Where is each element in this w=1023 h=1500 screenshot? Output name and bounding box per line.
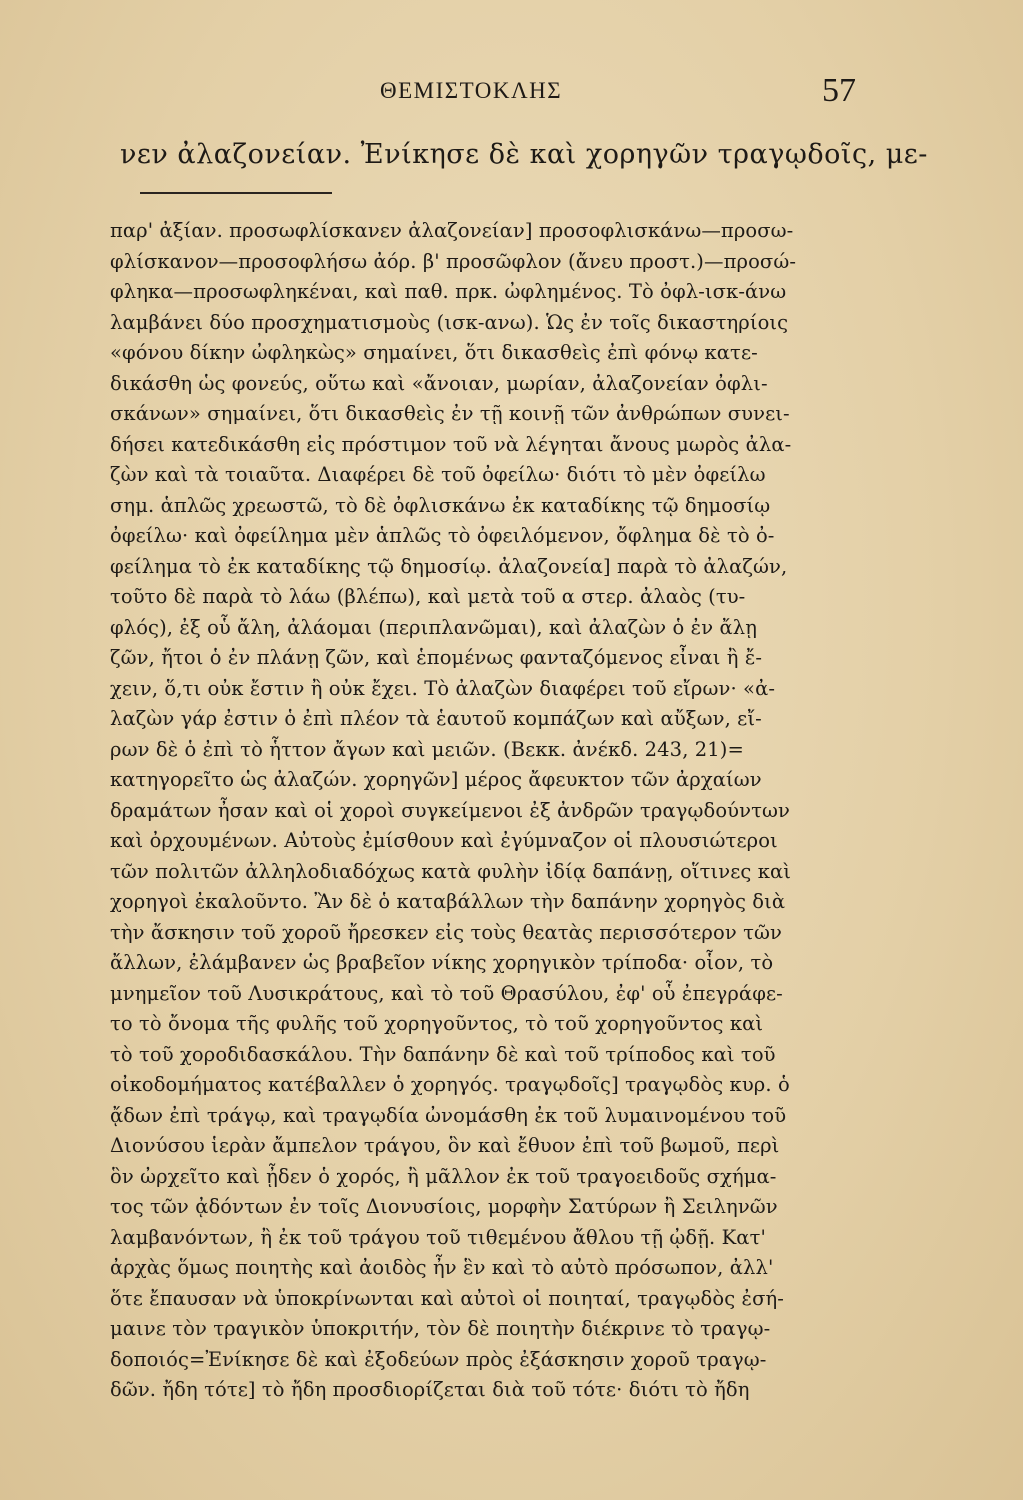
note-line: δήσει κατεδικάσθη εἰς πρόστιμον τοῦ νὰ λέγηται ἄνους μωρὸς ἀλα- bbox=[110, 432, 792, 456]
note-line: μνημεῖον τοῦ Λυσικράτους, καὶ τὸ τοῦ Θρασύλου, ἐφ' οὗ ἐπεγράφε- bbox=[110, 981, 783, 1005]
note-line: ἀρχὰς ὅμως ποιητὴς καὶ ἀοιδὸς ἦν ἓν καὶ τὸ αὐτὸ πρόσωπον, ἀλλ' bbox=[110, 1256, 774, 1279]
note-line: τὴν ἄσκησιν τοῦ χοροῦ ἤρεσκεν εἰς τοὺς θεατὰς περισσότερον τῶν bbox=[110, 920, 782, 944]
note-line: σκάνων» σημαίνει, ὅτι δικασθεὶς ἐν τῇ κοινῇ τῶν ἀνθρώπων συνει- bbox=[110, 402, 790, 425]
running-head bbox=[0, 72, 1023, 118]
note-line: τος τῶν ᾀδόντων ἐν τοῖς Διονυσίοις, μορφὴν Σατύρων ἢ Σειληνῶν bbox=[110, 1195, 778, 1218]
note-line: Διονύσου ἱερὰν ἄμπελον τράγου, ὃν καὶ ἔθυον ἐπὶ τοῦ βωμοῦ, περὶ bbox=[110, 1134, 780, 1157]
footnotes bbox=[110, 216, 858, 1436]
note-line: παρ' ἀξίαν. προσωφλίσκανεν ἀλαζονείαν] προσοφλισκάνω—προσω- bbox=[110, 219, 794, 242]
note-line: λαμβανόντων, ἢ ἐκ τοῦ τράγου τοῦ τιθεμένου ἄθλου τῇ ᾠδῇ. Κατ' bbox=[110, 1225, 766, 1249]
note-line: χορηγοὶ ἐκαλοῦντο. Ἂν δὲ ὁ καταβάλλων τὴν δαπάνην χορηγὸς διὰ bbox=[110, 890, 786, 913]
note-line: λαζὼν γάρ ἐστιν ὁ ἐπὶ πλέον τὰ ἑαυτοῦ κομπάζων καὶ αὔξων, εἴ- bbox=[110, 707, 762, 730]
note-line: ζὼν καὶ τὰ τοιαῦτα. Διαφέρει δὲ τοῦ ὀφείλω· διότι τὸ μὲν ὀφείλω bbox=[110, 463, 766, 486]
main-text-line: νεν ἀλαζονείαν. Ἐνίκησε δὲ καὶ χορηγῶν τραγῳδοῖς, με- bbox=[120, 139, 928, 170]
note-line: δῶν. ἤδη τότε] τὸ ἤδη προσδιορίζεται διὰ τοῦ τότε· διότι τὸ ἤδη bbox=[110, 1378, 750, 1401]
note-line: δραμάτων ἦσαν καὶ οἱ χοροὶ συγκείμενοι ἐξ ἀνδρῶν τραγῳδούντων bbox=[110, 798, 790, 822]
note-line: οἰκοδομήματος κατέβαλλεν ὁ χορηγός. τραγῳδοῖς] τραγῳδὸς κυρ. ὁ bbox=[110, 1073, 790, 1096]
note-line: «φόνου δίκην ὠφληκὼς» σημαίνει, ὅτι δικασθεὶς ἐπὶ φόνῳ κατε- bbox=[110, 341, 758, 364]
note-line: τὸ τοῦ χοροδιδασκάλου. Τὴν δαπάνην δὲ καὶ τοῦ τρίποδος καὶ τοῦ bbox=[110, 1042, 776, 1066]
note-line: ὃν ὠρχεῖτο καὶ ᾖδεν ὁ χορός, ἢ μᾶλλον ἐκ τοῦ τραγοειδοῦς σχήμα- bbox=[110, 1164, 777, 1188]
footnote-separator-rule bbox=[140, 192, 332, 194]
note-line: ρων δὲ ὁ ἐπὶ τὸ ἧττον ἄγων καὶ μειῶν. (Βεκκ. ἀνέκδ. 243, 21)= bbox=[110, 737, 744, 761]
note-line bbox=[110, 1406, 858, 1437]
note-line: τῶν πολιτῶν ἀλληλοδιαδόχως κατὰ φυλὴν ἰδίᾳ δαπάνῃ, οἵτινες καὶ bbox=[110, 859, 792, 883]
note-line: φλίσκανον—προσοφλήσω ἀόρ. β' προσῶφλον (ἄνευ προστ.)—προσώ- bbox=[110, 249, 797, 273]
running-title: ΘΕΜΙΣΤΟΚΛΗΣ bbox=[380, 78, 563, 103]
note-line: φείλημα τὸ ἐκ καταδίκης τῷ δημοσίῳ. ἀλαζονεία] παρὰ τὸ ἀλαζών, bbox=[110, 554, 788, 578]
note-line: κατηγορεῖτο ὡς ἀλαζών. χορηγῶν] μέρος ἄφευκτον τῶν ἀρχαίων bbox=[110, 768, 762, 791]
note-line: λαμβάνει δύο προσχηματισμοὺς (ισκ-ανω). Ὡς ἐν τοῖς δικαστηρίοις bbox=[110, 310, 789, 334]
note-line: χειν, ὅ,τι οὐκ ἔστιν ἢ οὐκ ἔχει. Τὸ ἀλαζὼν διαφέρει τοῦ εἴρων· «ἀ- bbox=[110, 676, 776, 700]
note-line: δικάσθη ὡς φονεύς, οὕτω καὶ «ἄνοιαν, μωρίαν, ἀλαζονείαν ὀφλι- bbox=[110, 371, 768, 395]
note-line: ζῶν, ἤτοι ὁ ἐν πλάνῃ ζῶν, καὶ ἑπομένως φανταζόμενος εἶναι ἢ ἔ- bbox=[110, 646, 763, 669]
note-line: φλός), ἐξ οὗ ἄλη, ἀλάομαι (περιπλανῶμαι), καὶ ἀλαζὼν ὁ ἐν ἄλῃ bbox=[110, 615, 758, 639]
note-line: τοῦτο δὲ παρὰ τὸ λάω (βλέπω), καὶ μετὰ τοῦ α στερ. ἀλαὸς (τυ- bbox=[110, 585, 746, 608]
note-line: ᾄδων ἐπὶ τράγῳ, καὶ τραγῳδία ὠνομάσθη ἐκ τοῦ λυμαινομένου τοῦ bbox=[110, 1103, 787, 1127]
note-line: το τὸ ὄνομα τῆς φυλῆς τοῦ χορηγοῦντος, τὸ τοῦ χορηγοῦντος καὶ bbox=[110, 1012, 764, 1035]
note-line: καὶ ὀρχουμένων. Αὐτοὺς ἐμίσθουν καὶ ἐγύμναζον οἱ πλουσιώτεροι bbox=[110, 829, 778, 852]
note-line: ἄλλων, ἐλάμβανεν ὡς βραβεῖον νίκης χορηγικὸν τρίποδα· οἷον, τὸ bbox=[110, 951, 774, 974]
note-line: σημ. ἁπλῶς χρεωστῶ, τὸ δὲ ὀφλισκάνω ἐκ καταδίκης τῷ δημοσίῳ bbox=[110, 493, 771, 517]
note-line: ὅτε ἔπαυσαν νὰ ὑποκρίνωνται καὶ αὐτοὶ οἱ ποιηταί, τραγῳδὸς ἐσή- bbox=[110, 1286, 784, 1310]
page-number: 57 bbox=[822, 72, 856, 109]
note-line: φληκα—προσωφληκέναι, καὶ παθ. πρκ. ὠφλημένος. Τὸ ὀφλ-ισκ-άνω bbox=[110, 280, 787, 303]
note-line: μαινε τὸν τραγικὸν ὑποκριτήν, τὸν δὲ ποιητὴν διέκρινε τὸ τραγῳ- bbox=[110, 1317, 771, 1340]
note-line: δοποιός=Ἐνίκησε δὲ καὶ ἐξοδεύων πρὸς ἐξάσκησιν χοροῦ τραγῳ- bbox=[110, 1347, 767, 1371]
note-line: ὀφείλω· καὶ ὀφείλημα μὲν ἁπλῶς τὸ ὀφειλόμενον, ὄφλημα δὲ τὸ ὀ- bbox=[110, 524, 775, 547]
